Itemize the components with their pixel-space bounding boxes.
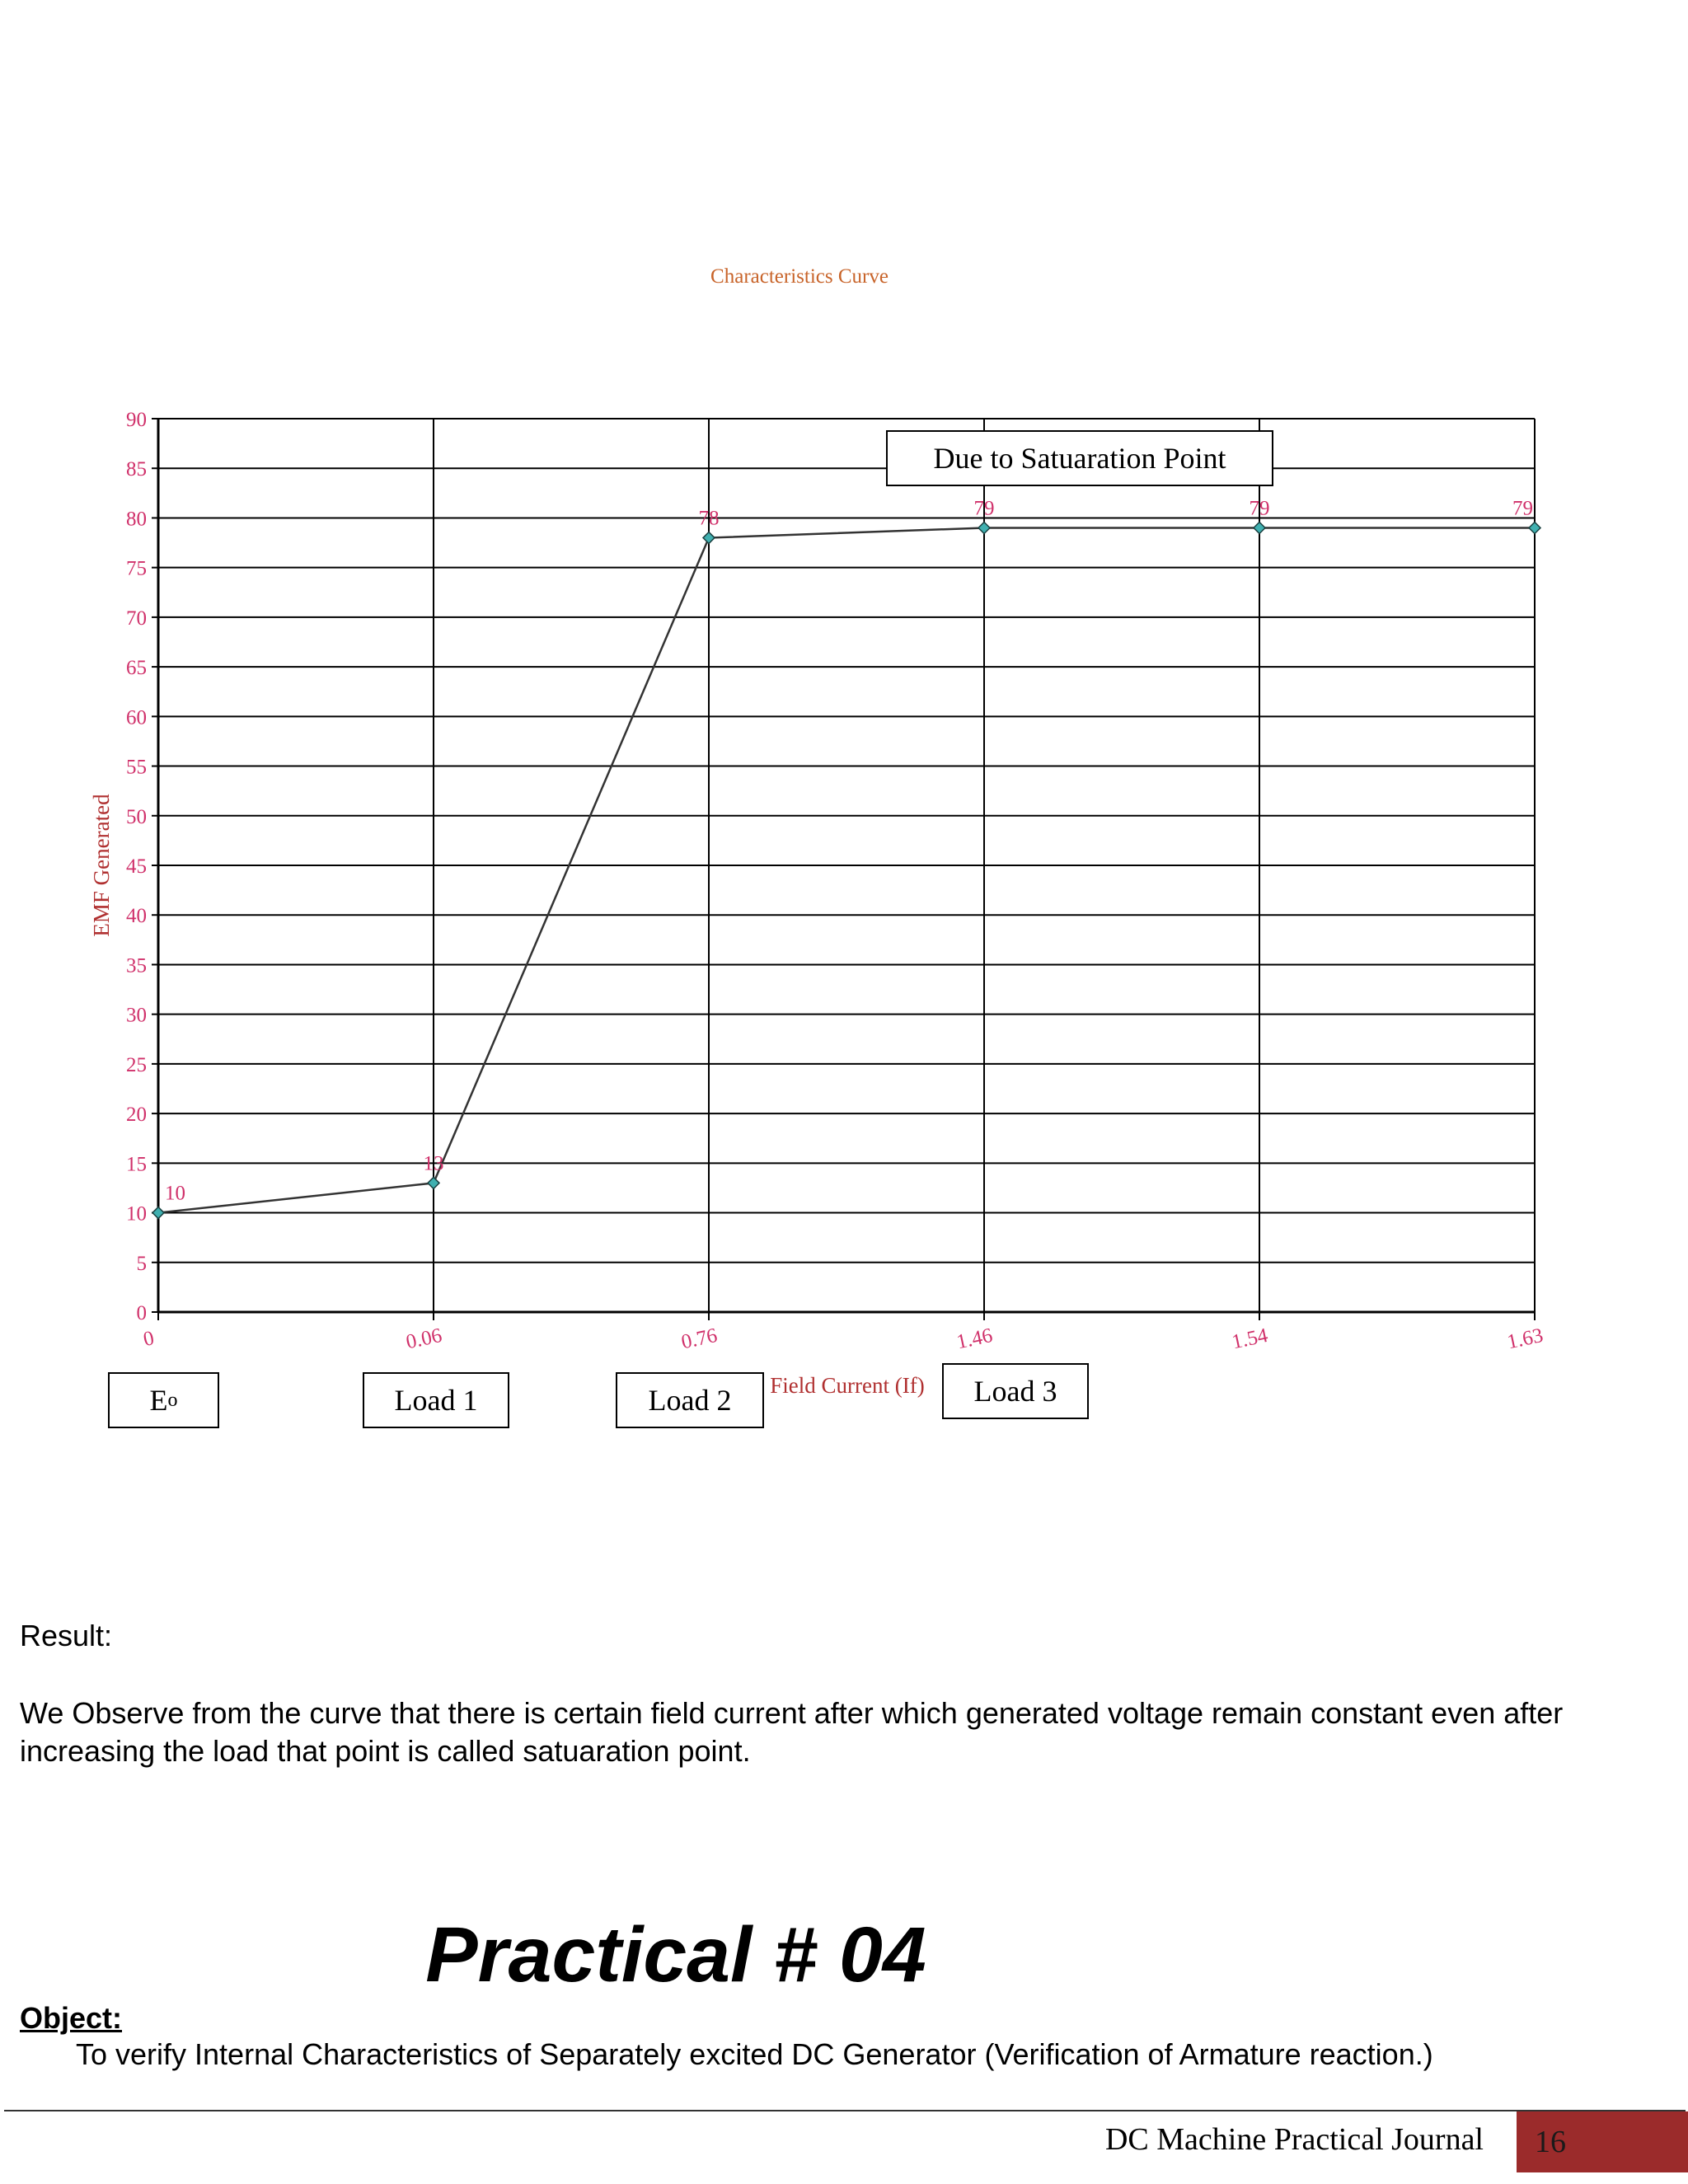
y-tick-label: 10 — [126, 1202, 147, 1226]
y-tick-label: 75 — [126, 557, 147, 580]
y-tick-label: 50 — [126, 805, 147, 828]
load2-label-box — [616, 1372, 764, 1428]
e0-label-box — [108, 1372, 219, 1428]
load1-label-box — [363, 1372, 509, 1428]
x-tick-label: 1.63 — [1505, 1324, 1545, 1354]
y-tick-label: 80 — [126, 508, 147, 531]
x-tick-label: 1.46 — [954, 1324, 995, 1354]
load1-label-text: Load 1 — [394, 1384, 478, 1417]
y-tick-label: 25 — [126, 1053, 147, 1076]
y-tick-label: 60 — [126, 706, 147, 729]
footer-rule — [4, 2110, 1686, 2111]
data-point — [1529, 522, 1540, 533]
page-number — [1517, 2111, 1688, 2172]
y-tick-label: 70 — [126, 607, 147, 630]
page-number-text: 16 — [1535, 2125, 1566, 2159]
data-point — [703, 532, 715, 544]
load2-label-text: Load 2 — [648, 1384, 732, 1417]
y-tick-label: 5 — [136, 1252, 147, 1275]
data-label: 79 — [1512, 497, 1533, 520]
result-body: We Observe from the curve that there is certain field current after which generated voltage remain constant even after increasing the load that point is called satuaration point. — [20, 1696, 1564, 1768]
saturation-annotation-text: Due to Satuaration Point — [933, 442, 1226, 475]
data-point — [1254, 522, 1265, 533]
y-tick-label: 15 — [126, 1153, 147, 1176]
load3-label-text: Load 3 — [973, 1375, 1057, 1408]
y-tick-label: 45 — [126, 855, 147, 878]
data-label: 10 — [165, 1182, 185, 1205]
e0-label-subscript: o — [167, 1389, 178, 1411]
y-tick-label: 20 — [126, 1104, 147, 1127]
e0-label-text: E — [149, 1384, 168, 1417]
practical-title: Practical # 04 — [425, 1911, 926, 1999]
data-label: 79 — [1249, 497, 1270, 520]
y-tick-label: 40 — [126, 905, 147, 928]
y-tick-label: 30 — [126, 1004, 147, 1027]
data-label: 13 — [423, 1152, 444, 1175]
y-tick-label: 65 — [126, 657, 147, 680]
result-heading: Result: — [20, 1619, 113, 1652]
data-label: 78 — [698, 507, 720, 530]
object-body: To verify Internal Characteristics of Separately excited DC Generator (Verification of Armature reaction.) — [76, 2037, 1433, 2071]
footer-journal-title: DC Machine Practical Journal — [1104, 2122, 1484, 2157]
data-point — [428, 1177, 439, 1188]
object-heading: Object: — [20, 2001, 123, 2035]
y-axis-label: EMF Generated — [89, 794, 114, 937]
chart-title: Characteristics Curve — [710, 265, 889, 288]
x-tick-label: 0 — [141, 1327, 157, 1352]
y-tick-label: 90 — [126, 409, 147, 431]
data-point — [152, 1207, 164, 1219]
data-point — [978, 522, 990, 533]
saturation-annotation — [886, 430, 1273, 486]
series-line — [158, 527, 1535, 1212]
y-tick-label: 0 — [136, 1302, 147, 1324]
x-tick-label: 1.54 — [1230, 1324, 1270, 1354]
x-tick-label: 0.06 — [404, 1324, 444, 1354]
y-tick-label: 35 — [126, 954, 147, 977]
load3-label-box — [942, 1363, 1089, 1419]
x-tick-label: 0.76 — [679, 1324, 720, 1354]
x-axis-label: Field Current (If) — [770, 1373, 925, 1398]
y-tick-label: 55 — [126, 756, 147, 779]
data-label: 79 — [973, 497, 995, 520]
y-tick-label: 85 — [126, 458, 147, 481]
